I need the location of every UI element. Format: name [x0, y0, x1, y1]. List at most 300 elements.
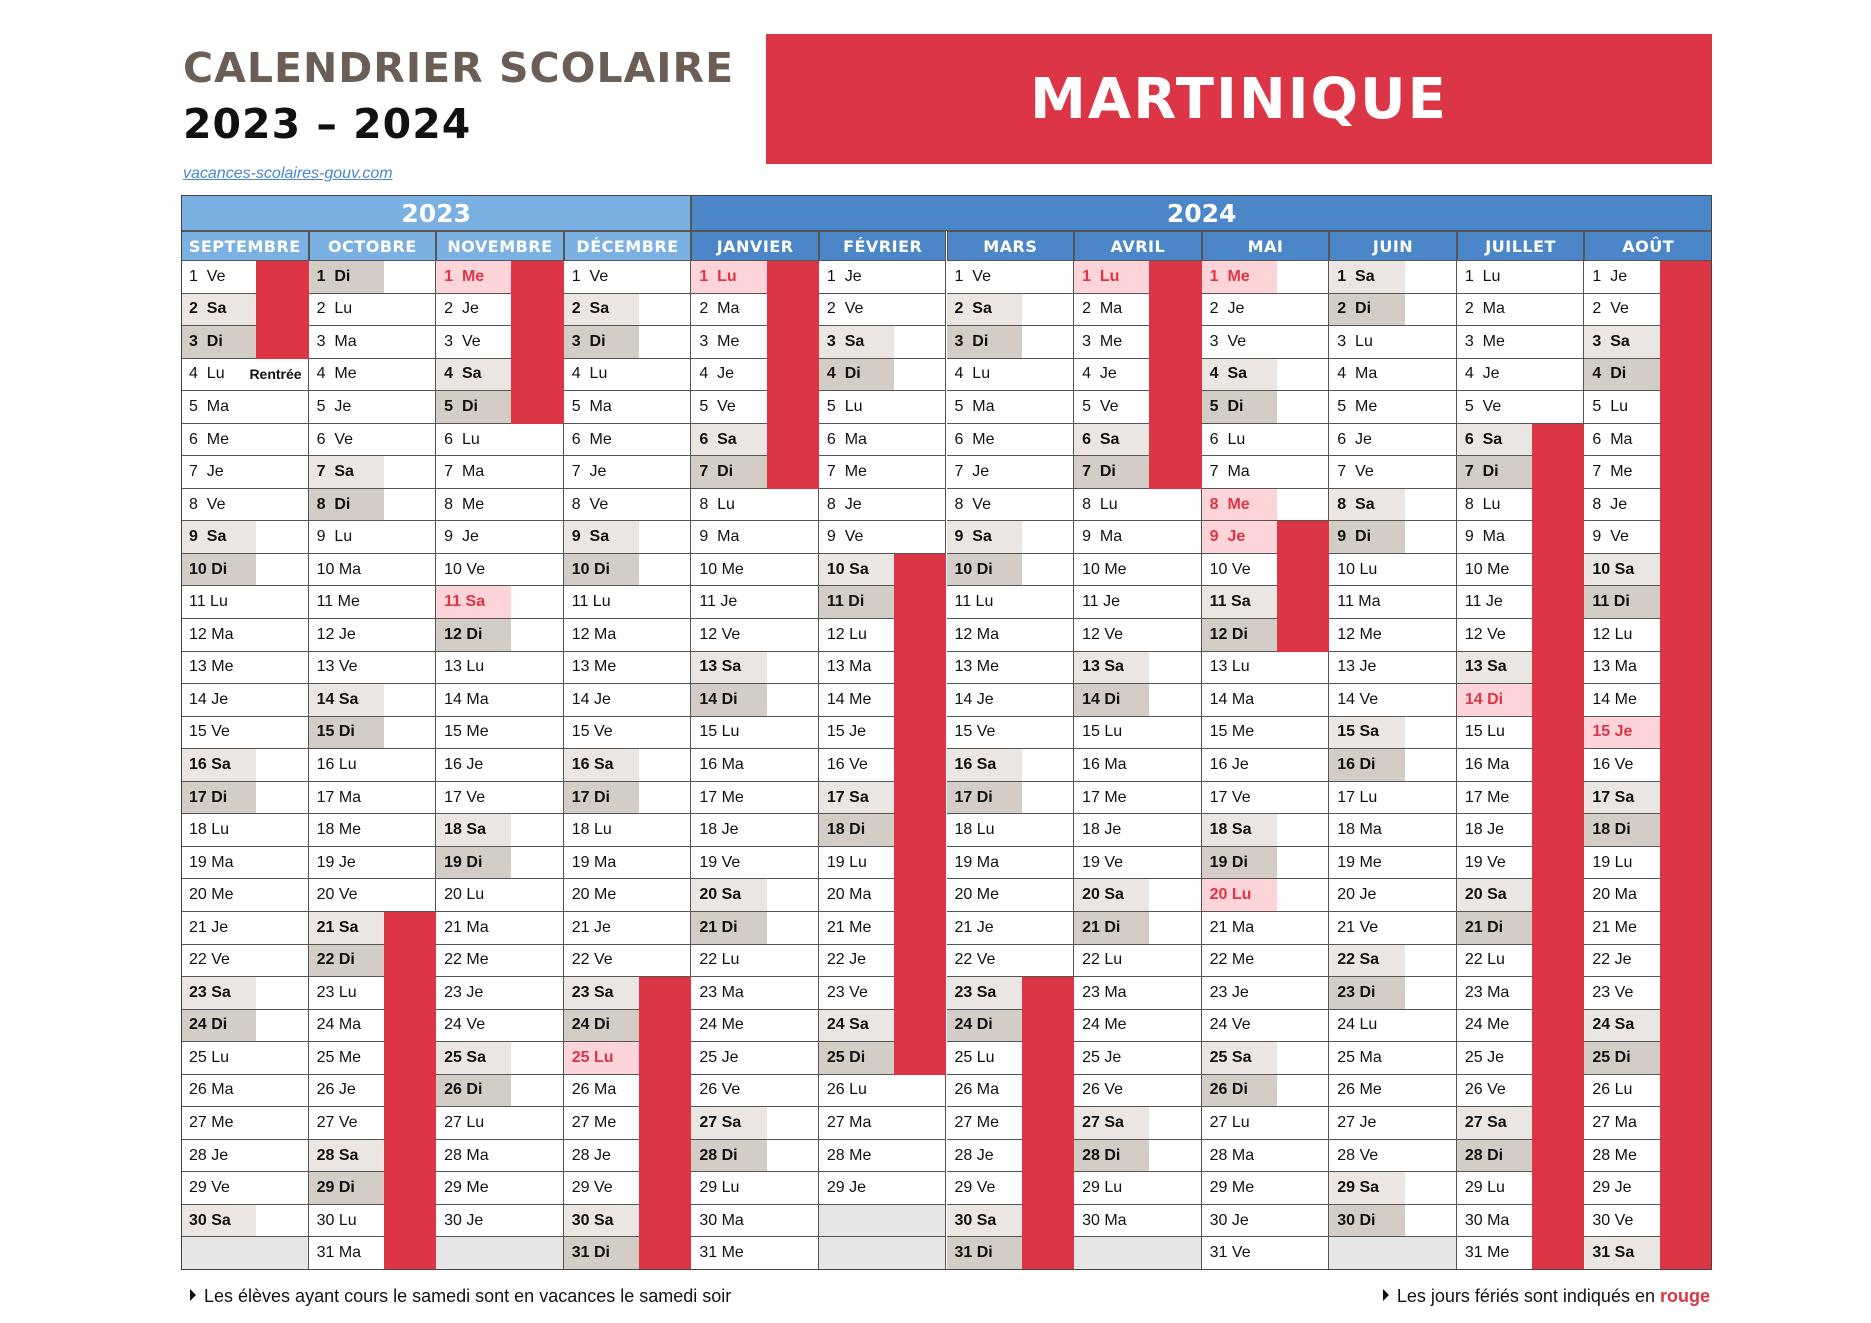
- day-cell: [1329, 1075, 1457, 1108]
- day-cell: [436, 1205, 564, 1238]
- day-cell: [436, 912, 564, 945]
- day-label: 12 Ma: [571, 625, 617, 643]
- day-cell: [1202, 814, 1330, 847]
- day-label: 14 Je: [571, 690, 611, 708]
- day-cell: [181, 912, 309, 945]
- day-label: 17 Di: [181, 782, 256, 814]
- day-cell: [819, 261, 947, 294]
- day-cell: [691, 1140, 819, 1173]
- day-label: 13 Lu: [1209, 658, 1250, 676]
- day-label: 10 Lu: [1337, 560, 1378, 578]
- day-label: 16 Sa: [564, 749, 639, 781]
- day-cell: [819, 1107, 947, 1140]
- day-cell: [1202, 1205, 1330, 1238]
- day-cell: [819, 977, 947, 1010]
- day-cell: [309, 782, 437, 815]
- day-cell: [309, 814, 437, 847]
- day-cell: [1202, 619, 1330, 652]
- day-cell: [564, 814, 692, 847]
- day-label: 11 Lu: [571, 593, 611, 611]
- day-label: 18 Di: [819, 814, 894, 846]
- day-label: 7 Me: [1592, 463, 1633, 481]
- day-cell: [564, 1075, 692, 1108]
- day-label: 11 Sa: [1202, 586, 1277, 618]
- day-cell: [1074, 652, 1202, 685]
- day-label: 19 Je: [316, 853, 356, 871]
- day-cell: [181, 1205, 309, 1238]
- day-label: 8 Ve: [571, 495, 609, 513]
- day-cell: [1074, 1042, 1202, 1075]
- day-label: 1 Sa: [1329, 261, 1404, 293]
- day-label: 3 Me: [699, 332, 740, 350]
- day-label: 29 Me: [1209, 1179, 1255, 1197]
- day-cell: [564, 391, 692, 424]
- day-label: 1 Lu: [1074, 261, 1149, 293]
- day-cell: [691, 424, 819, 457]
- day-cell: [947, 652, 1075, 685]
- day-cell: [1329, 717, 1457, 750]
- day-label: 14 Me: [826, 690, 872, 708]
- day-cell: [436, 847, 564, 880]
- day-cell: [1457, 456, 1585, 489]
- day-cell: [1202, 749, 1330, 782]
- day-label: 5 Ma: [189, 397, 230, 415]
- day-cell: [181, 1010, 309, 1043]
- day-cell: [1074, 489, 1202, 522]
- day-cell: [436, 945, 564, 978]
- day-label: 18 Me: [316, 821, 362, 839]
- day-label: 8 Me: [444, 495, 485, 513]
- day-label: 14 Je: [189, 690, 229, 708]
- month-column: [1584, 261, 1712, 1270]
- day-label: 4 Sa: [1202, 359, 1277, 391]
- day-cell: [1074, 391, 1202, 424]
- day-label: 29 Di: [309, 1172, 384, 1204]
- day-label: 3 Ma: [316, 332, 357, 350]
- day-label: 12 Je: [316, 625, 356, 643]
- day-cell: [819, 294, 947, 327]
- day-cell: [1584, 684, 1712, 717]
- day-label: 16 Di: [1329, 749, 1404, 781]
- day-label: 6 Sa: [1457, 424, 1532, 456]
- day-label: 27 Lu: [1209, 1114, 1250, 1132]
- day-cell: [181, 814, 309, 847]
- day-label: 8 Lu: [1082, 495, 1118, 513]
- day-label: 3 Di: [947, 326, 1022, 358]
- day-cell: [1457, 521, 1585, 554]
- day-label: 30 Je: [444, 1211, 484, 1229]
- day-cell: [1584, 326, 1712, 359]
- empty-day-cell: [819, 1205, 947, 1238]
- day-label: 19 Lu: [1592, 853, 1633, 871]
- day-label: 12 Di: [1202, 619, 1277, 651]
- day-label: 27 Me: [189, 1114, 234, 1132]
- day-label: 13 Ve: [316, 658, 358, 676]
- day-cell: [1202, 1172, 1330, 1205]
- day-cell: [436, 391, 564, 424]
- day-cell: [947, 359, 1075, 392]
- day-cell: [1457, 782, 1585, 815]
- day-cell: [436, 1042, 564, 1075]
- day-label: 2 Ma: [1082, 300, 1123, 318]
- day-label: 30 Je: [1209, 1211, 1249, 1229]
- website-link[interactable]: vacances-scolaires-gouv.com: [183, 165, 393, 182]
- day-cell: [1074, 847, 1202, 880]
- day-label: 1 Lu: [1464, 267, 1501, 285]
- day-cell: [181, 586, 309, 619]
- day-cell: [819, 1172, 947, 1205]
- day-label: 25 Lu: [189, 1048, 230, 1066]
- day-label: 27 Ma: [826, 1114, 872, 1132]
- day-label: 18 Lu: [189, 821, 230, 839]
- day-cell: [1584, 1107, 1712, 1140]
- day-label: 28 Ve: [1337, 1146, 1379, 1164]
- day-cell: [1457, 391, 1585, 424]
- day-label: 22 Je: [826, 951, 867, 969]
- day-cell: [1074, 749, 1202, 782]
- day-cell: [691, 521, 819, 554]
- day-label: 5 Ma: [571, 397, 612, 415]
- day-cell: [436, 814, 564, 847]
- day-label: 13 Me: [571, 658, 617, 676]
- day-cell: [947, 1107, 1075, 1140]
- day-label: 28 Me: [1592, 1146, 1637, 1164]
- day-cell: [1074, 1172, 1202, 1205]
- day-label: 10 Me: [1464, 560, 1510, 578]
- day-label: 25 Je: [699, 1048, 739, 1066]
- day-label: 20 Ma: [826, 886, 872, 904]
- day-label: 24 Ve: [1209, 1016, 1251, 1034]
- day-cell: [181, 326, 309, 359]
- day-label: 31 Me: [699, 1244, 744, 1262]
- day-label: 27 Je: [1337, 1114, 1377, 1132]
- footer-note-holidays: Les jours fériés sont indiqués en rouge: [1383, 1286, 1710, 1307]
- day-label: 28 Je: [954, 1146, 994, 1164]
- day-cell: [819, 619, 947, 652]
- day-cell: [1584, 1140, 1712, 1173]
- day-cell: [947, 326, 1075, 359]
- day-label: 8 Di: [309, 489, 384, 521]
- day-label: 6 Lu: [1209, 430, 1246, 448]
- day-label: 12 Ve: [1464, 625, 1506, 643]
- day-label: 30 Sa: [947, 1205, 1022, 1237]
- month-column: [1074, 261, 1202, 1270]
- day-label: 8 Ve: [189, 495, 226, 513]
- day-label: 23 Ma: [1082, 983, 1127, 1001]
- day-cell: [1584, 489, 1712, 522]
- day-cell: [819, 652, 947, 685]
- day-label: 20 Sa: [1457, 879, 1532, 911]
- day-cell: [436, 456, 564, 489]
- day-cell: [1329, 1010, 1457, 1043]
- day-label: 25 Sa: [436, 1042, 511, 1074]
- day-label: 28 Sa: [309, 1140, 384, 1172]
- day-label: 28 Je: [189, 1146, 229, 1164]
- year-header-2024: 2024: [691, 195, 1712, 231]
- day-label: 7 Ma: [444, 463, 485, 481]
- month-header: SEPTEMBRE: [181, 231, 309, 261]
- day-cell: [564, 1172, 692, 1205]
- day-label: 19 Lu: [826, 853, 867, 871]
- day-label: 6 Sa: [1074, 424, 1149, 456]
- day-cell: [1584, 1237, 1712, 1270]
- day-cell: [1202, 1010, 1330, 1043]
- day-label: 18 Je: [699, 821, 739, 839]
- day-label: 3 Lu: [1337, 332, 1373, 350]
- day-cell: [1457, 554, 1585, 587]
- day-cell: [691, 456, 819, 489]
- day-label: 26 Ve: [699, 1081, 741, 1099]
- day-cell: [1202, 912, 1330, 945]
- day-cell: [1202, 456, 1330, 489]
- day-label: 9 Sa: [564, 521, 639, 553]
- day-label: 29 Lu: [699, 1179, 740, 1197]
- day-cell: [1329, 749, 1457, 782]
- day-cell: [819, 782, 947, 815]
- month-column: [1329, 261, 1457, 1270]
- day-label: 26 Lu: [1592, 1081, 1633, 1099]
- day-label: 15 Lu: [1082, 723, 1123, 741]
- day-cell: [181, 879, 309, 912]
- day-cell: [1074, 912, 1202, 945]
- day-label: 31 Di: [564, 1237, 639, 1269]
- day-label: 31 Sa: [1584, 1237, 1659, 1269]
- day-label: 13 Ma: [1592, 658, 1637, 676]
- day-label: 7 Me: [826, 463, 867, 481]
- day-label: 17 Me: [699, 788, 744, 806]
- day-cell: [436, 489, 564, 522]
- day-label: 8 Lu: [699, 495, 735, 513]
- day-cell: [564, 619, 692, 652]
- day-cell: [947, 1010, 1075, 1043]
- day-label: 28 Je: [571, 1146, 611, 1164]
- day-label: 21 Me: [826, 918, 872, 936]
- day-label: 11 Me: [316, 593, 360, 611]
- footer-note-saturday: Les élèves ayant cours le samedi sont en vacances le samedi soir: [190, 1286, 731, 1307]
- day-label: 17 Me: [1464, 788, 1510, 806]
- day-cell: [691, 391, 819, 424]
- day-label: 5 Ve: [1082, 397, 1119, 415]
- day-cell: [564, 586, 692, 619]
- day-cell: [819, 1010, 947, 1043]
- day-cell: [564, 359, 692, 392]
- day-label: 27 Me: [954, 1114, 999, 1132]
- day-label: 12 Lu: [1592, 625, 1633, 643]
- day-cell: [1457, 326, 1585, 359]
- day-cell: [436, 782, 564, 815]
- day-label: 16 Ma: [699, 755, 744, 773]
- day-label: 19 Ve: [1464, 853, 1506, 871]
- day-cell: [1457, 814, 1585, 847]
- day-cell: [309, 554, 437, 587]
- day-cell: [309, 586, 437, 619]
- day-label: 22 Je: [1592, 951, 1632, 969]
- day-cell: [691, 359, 819, 392]
- day-cell: [1584, 814, 1712, 847]
- day-label: 28 Me: [826, 1146, 872, 1164]
- day-label: 23 Sa: [181, 977, 256, 1009]
- day-cell: [947, 554, 1075, 587]
- month-header: MARS: [947, 231, 1075, 261]
- day-cell: [564, 489, 692, 522]
- day-label: 15 Lu: [699, 723, 740, 741]
- day-cell: [309, 326, 437, 359]
- day-cell: [1584, 1205, 1712, 1238]
- day-label: 11 Sa: [436, 586, 511, 618]
- day-cell: [564, 261, 692, 294]
- red-keyword: rouge: [1659, 1286, 1710, 1306]
- day-label: 1 Ve: [571, 267, 609, 285]
- day-label: 16 Je: [1209, 755, 1249, 773]
- month-header: MAI: [1202, 231, 1330, 261]
- day-cell: [1074, 521, 1202, 554]
- day-label: 19 Di: [436, 847, 511, 879]
- day-cell: [819, 456, 947, 489]
- day-label: 9 Lu: [316, 528, 353, 546]
- day-label: 14 Ve: [1337, 690, 1379, 708]
- day-cell: [181, 749, 309, 782]
- day-label: 2 Je: [1209, 300, 1245, 318]
- day-label: 25 Lu: [564, 1042, 639, 1074]
- day-cell: [691, 1172, 819, 1205]
- day-label: 25 Je: [1082, 1048, 1122, 1066]
- day-cell: [691, 652, 819, 685]
- day-label: 18 Ma: [1337, 821, 1382, 839]
- day-label: 24 Di: [947, 1010, 1022, 1042]
- day-label: 22 Lu: [699, 951, 740, 969]
- day-label: 13 Sa: [691, 652, 766, 684]
- day-cell: [309, 1237, 437, 1270]
- day-label: 21 Sa: [309, 912, 384, 944]
- day-cell: [691, 749, 819, 782]
- day-cell: [947, 684, 1075, 717]
- day-cell: [691, 847, 819, 880]
- month-header: JUIN: [1329, 231, 1457, 261]
- day-cell: [436, 1107, 564, 1140]
- month-header: NOVEMBRE: [436, 231, 564, 261]
- day-label: 23 Je: [444, 983, 484, 1001]
- day-cell: [1074, 717, 1202, 750]
- day-label: 26 Ma: [571, 1081, 617, 1099]
- month-header: FÉVRIER: [819, 231, 947, 261]
- day-label: 5 Ve: [699, 397, 736, 415]
- day-label: 14 Je: [954, 690, 994, 708]
- day-label: 23 Ve: [826, 983, 868, 1001]
- day-cell: [947, 977, 1075, 1010]
- day-cell: [1584, 652, 1712, 685]
- day-cell: [436, 294, 564, 327]
- day-cell: [181, 782, 309, 815]
- day-label: 9 Ma: [1464, 528, 1505, 546]
- day-label: 29 Je: [826, 1179, 867, 1197]
- title-line-2: 2023 – 2024: [183, 100, 472, 148]
- day-cell: [181, 294, 309, 327]
- day-label: 17 Sa: [819, 782, 894, 814]
- day-cell: [819, 814, 947, 847]
- day-label: 5 Je: [316, 397, 352, 415]
- day-cell: [181, 1107, 309, 1140]
- day-label: 17 Ma: [316, 788, 362, 806]
- day-label: 26 Ma: [954, 1081, 999, 1099]
- day-cell: [819, 586, 947, 619]
- day-cell: [1457, 489, 1585, 522]
- day-label: 14 Ma: [1209, 690, 1255, 708]
- day-label: 24 Di: [181, 1010, 256, 1042]
- day-cell: [1584, 521, 1712, 554]
- day-label: 3 Sa: [1584, 326, 1659, 358]
- day-label: 27 Lu: [444, 1114, 485, 1132]
- day-cell: [181, 1075, 309, 1108]
- day-label: 18 Lu: [954, 821, 995, 839]
- day-label: 10 Sa: [819, 554, 894, 586]
- day-cell: [309, 521, 437, 554]
- day-label: 11 Je: [1464, 593, 1503, 611]
- day-label: 7 Sa: [309, 456, 384, 488]
- day-label: 6 Lu: [444, 430, 480, 448]
- day-label: 3 Ve: [444, 332, 481, 350]
- day-cell: [1074, 261, 1202, 294]
- day-label: 20 Sa: [1074, 879, 1149, 911]
- day-cell: [436, 326, 564, 359]
- day-cell: [1457, 1042, 1585, 1075]
- calendar-grid: [181, 195, 1712, 1270]
- day-label: 3 Di: [564, 326, 639, 358]
- empty-day-cell: [1329, 1237, 1457, 1270]
- day-label: 6 Ve: [316, 430, 354, 448]
- day-cell: [947, 1237, 1075, 1270]
- day-cell: [1202, 1042, 1330, 1075]
- day-cell: [1457, 1205, 1585, 1238]
- day-cell: [436, 717, 564, 750]
- day-label: 9 Sa: [947, 521, 1022, 553]
- day-cell: [309, 652, 437, 685]
- day-label: 18 Je: [1464, 821, 1504, 839]
- day-label: 12 Ve: [699, 625, 741, 643]
- day-label: 22 Me: [444, 951, 489, 969]
- day-label: 5 Lu: [826, 397, 863, 415]
- year-header-2023: 2023: [181, 195, 691, 231]
- day-label: 21 Di: [1074, 912, 1149, 944]
- day-label: 9 Je: [1202, 521, 1277, 553]
- month-column: [1202, 261, 1330, 1270]
- day-cell: [947, 424, 1075, 457]
- day-label: 3 Me: [1082, 332, 1123, 350]
- empty-day-cell: [436, 1237, 564, 1270]
- day-label: 8 Me: [1202, 489, 1277, 521]
- day-cell: [691, 1237, 819, 1270]
- day-label: 15 Me: [1209, 723, 1255, 741]
- day-label: 11 Lu: [954, 593, 994, 611]
- day-cell: [1074, 359, 1202, 392]
- day-label: 24 Ma: [316, 1016, 362, 1034]
- day-label: 12 Di: [436, 619, 511, 651]
- day-label: 18 Di: [1584, 814, 1659, 846]
- day-cell: [564, 847, 692, 880]
- day-label: 23 Ma: [699, 983, 744, 1001]
- day-cell: [181, 1042, 309, 1075]
- month-column: [564, 261, 692, 1270]
- day-label: 15 Je: [1584, 717, 1659, 749]
- day-label: 12 Ve: [1082, 625, 1124, 643]
- day-label: 25 Lu: [954, 1048, 995, 1066]
- day-cell: [436, 261, 564, 294]
- day-label: 10 Me: [699, 560, 744, 578]
- day-label: 27 Ma: [1592, 1114, 1637, 1132]
- day-label: 21 Di: [1457, 912, 1532, 944]
- day-label: 1 Me: [1202, 261, 1277, 293]
- day-label: 27 Me: [571, 1114, 617, 1132]
- day-label: 9 Sa: [181, 521, 256, 553]
